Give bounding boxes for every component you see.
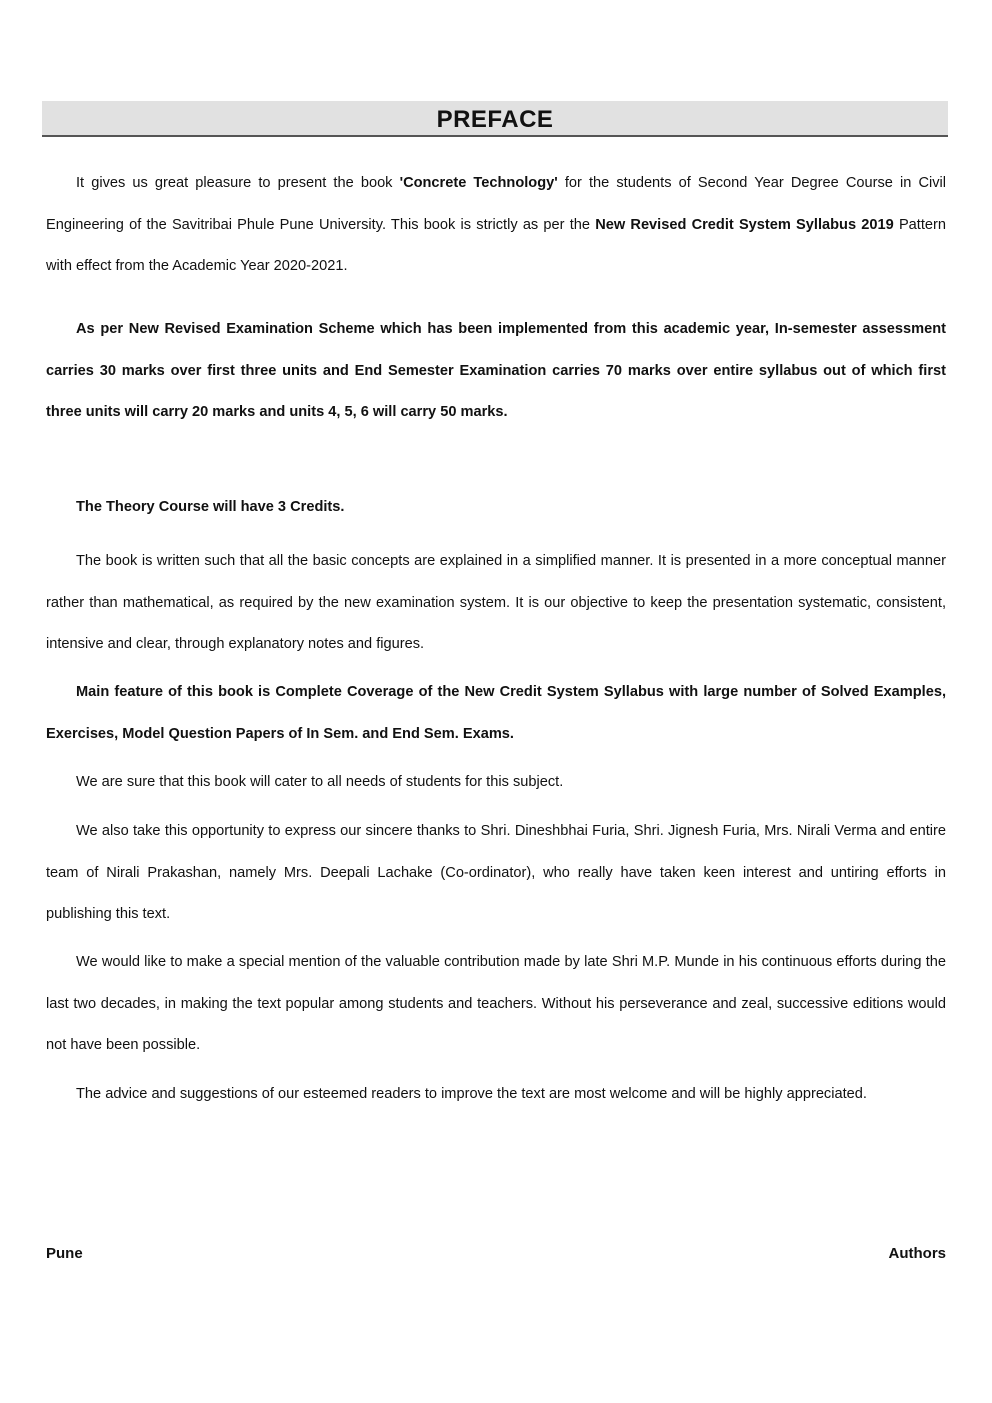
intro-text-c: Pattern with effect from the Academic Year 2020-2021.	[46, 216, 946, 274]
intro-text-b: for the students of Second Year Degree Course in Civil Engineering of the Savitribai Phule Pune University. This book is strictly as per the	[46, 175, 947, 233]
intro-text-a: It gives us great pleasure to present the book	[76, 175, 400, 191]
paragraph-exam-scheme: As per New Revised Examination Scheme which has been implemented from this academic year, In-semester assessment carries 30 marks over first three units and End Semester Examination carries 70 marks over entire syllabus out of which first three units will carry 20 marks and units 4, 5, 6 will carry 50 marks.	[46, 321, 946, 420]
paragraph-concepts: The book is written such that all the basic concepts are explained in a simplified manner. It is presented in a more conceptual manner rather than mathematical, as required by the new examination system. It is our objective to keep the presentation systematic, consistent, intensive and clear, through explanatory notes and figures.	[46, 553, 946, 652]
book-title: 'Concrete Technology'	[399, 175, 558, 191]
page-title: PREFACE	[436, 106, 554, 133]
paragraph-advice: The advice and suggestions of our esteemed readers to improve the text are most welcome and will be highly appreciated.	[76, 1086, 867, 1102]
title-bar	[42, 101, 948, 137]
paragraph-thanks: We also take this opportunity to express our sincere thanks to Shri. Dineshbhai Furia, Shri. Jignesh Furia, Mrs. Nirali Verma and entire team of Nirali Prakashan, namely Mrs. Deepali Lachake (Co-ordinator), who really have taken keen interest and untiring efforts in publishing this text.	[46, 823, 946, 922]
paragraph-intro	[46, 163, 946, 288]
paragraph-cater: We are sure that this book will cater to all needs of students for this subject.	[76, 774, 564, 790]
preface-page	[46, 0, 946, 1403]
place: Pune	[46, 1245, 83, 1262]
paragraph-mention: We would like to make a special mention of the valuable contribution made by late Shri M.P. Munde in his continuous efforts during the last two decades, in making the text popular among students and teachers. Without his perseverance and zeal, successive editions would not have been possible.	[46, 954, 946, 1053]
signature: Authors	[888, 1245, 946, 1262]
syllabus-name: New Revised Credit System Syllabus 2019	[595, 216, 894, 233]
paragraph-main-feature: Main feature of this book is Complete Coverage of the New Credit System Syllabus with large number of Solved Examples, Exercises, Model Question Papers of In Sem. and End Sem. Exams.	[46, 684, 946, 742]
paragraph-credits: The Theory Course will have 3 Credits.	[76, 499, 345, 515]
